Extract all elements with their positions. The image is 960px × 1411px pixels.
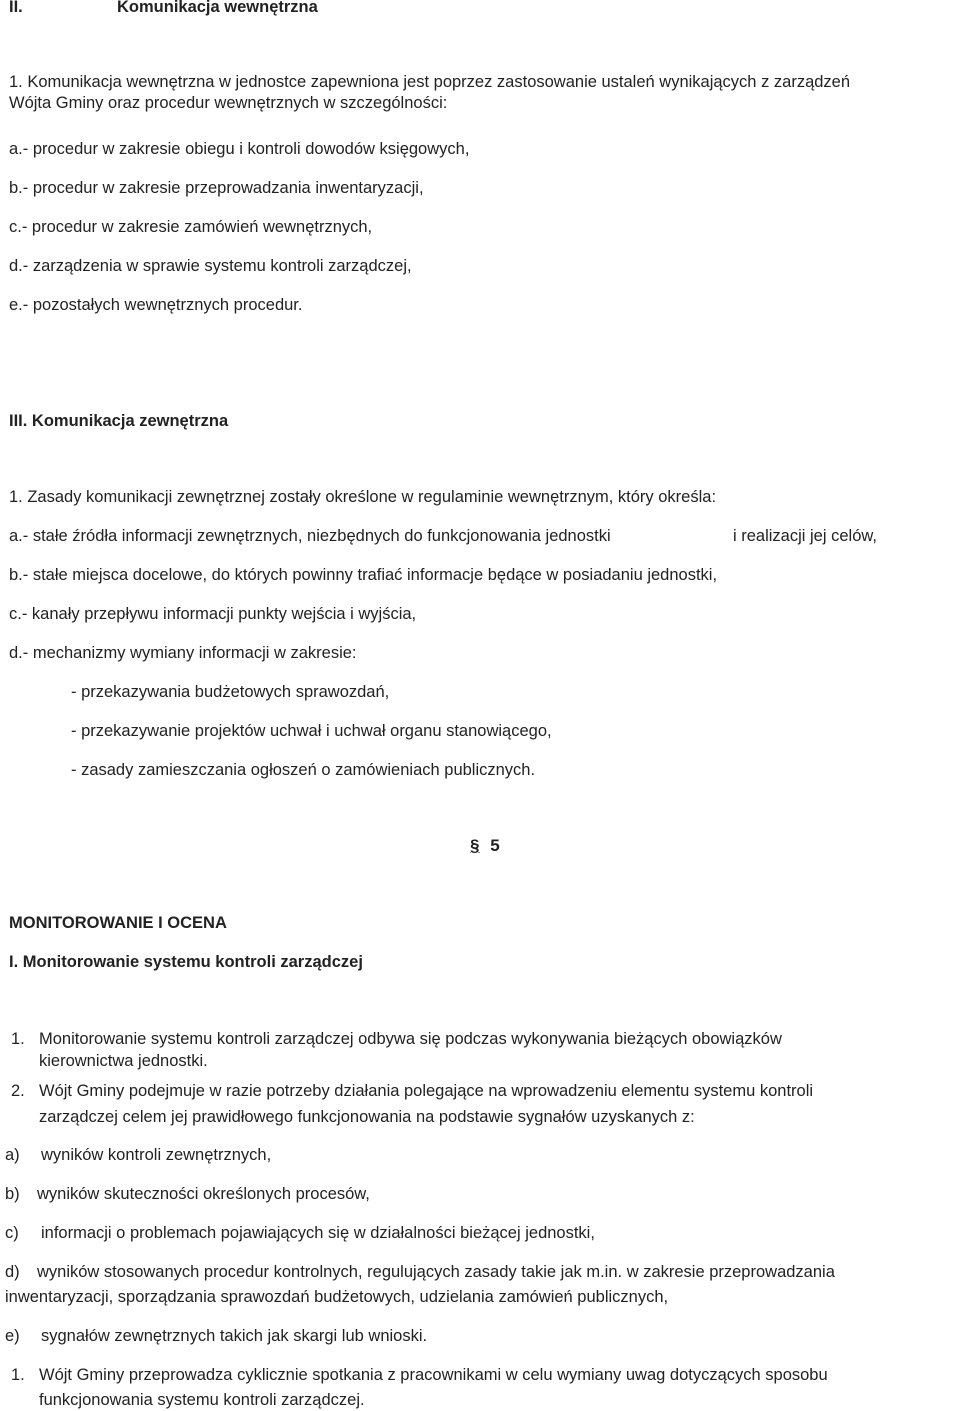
list-item: b.- stałe miejsca docelowe, do których powinny trafiać informacje będące w posiadaniu jednostki, xyxy=(9,566,718,584)
letter-item: informacji o problemach pojawiających się w działalności bieżącej jednostki, xyxy=(41,1224,595,1242)
paragraph-line: Wójta Gminy oraz procedur wewnętrznych w szczególności: xyxy=(9,94,448,112)
letter-item: wyników skuteczności określonych procesów, xyxy=(37,1185,370,1203)
section-title: III. Komunikacja zewnętrzna xyxy=(9,412,229,430)
list-item: a.- stałe źródła informacji zewnętrznych, niezbędnych do funkcjonowania jednostki xyxy=(9,527,611,545)
letter-label: c) xyxy=(5,1224,19,1242)
letter-label: e) xyxy=(5,1327,20,1345)
list-item: a.- procedur w zakresie obiegu i kontroli dowodów księgowych, xyxy=(9,140,470,158)
list-item: d.- mechanizmy wymiany informacji w zakresie: xyxy=(9,644,357,662)
section-sign: § xyxy=(470,836,480,855)
numbered-label: 1. xyxy=(11,1030,25,1048)
section-number: II. xyxy=(9,0,23,16)
list-item-continuation: i realizacji jej celów, xyxy=(733,527,877,545)
numbered-line: kierownictwa jednostki. xyxy=(39,1052,208,1070)
letter-item: sygnałów zewnętrznych takich jak skargi lub wnioski. xyxy=(41,1327,428,1345)
numbered-label: 2. xyxy=(11,1082,25,1100)
list-item: d.- zarządzenia w sprawie systemu kontroli zarządczej, xyxy=(9,257,412,275)
list-item: b.- procedur w zakresie przeprowadzania inwentaryzacji, xyxy=(9,179,424,197)
list-item: c.- procedur w zakresie zamówień wewnętrznych, xyxy=(9,218,373,236)
numbered-line: Wójt Gminy podejmuje w razie potrzeby działania polegające na wprowadzeniu elementu systemu kontroli xyxy=(39,1082,814,1100)
letter-item-continuation: inwentaryzacji, sporządzania sprawozdań budżetowych, udzielania zamówień publicznych, xyxy=(5,1288,669,1306)
numbered-line: Monitorowanie systemu kontroli zarządczej odbywa się podczas wykonywania bieżących obowiązków xyxy=(39,1030,782,1048)
list-item: e.- pozostałych wewnętrznych procedur. xyxy=(9,296,303,314)
numbered-label: 1. xyxy=(11,1366,25,1384)
chapter-heading: MONITOROWANIE I OCENA xyxy=(9,914,227,932)
letter-label: a) xyxy=(5,1146,20,1164)
letter-item: wyników kontroli zewnętrznych, xyxy=(41,1146,272,1164)
paragraph-line: 1. Komunikacja wewnętrzna w jednostce zapewniona jest poprzez zastosowanie ustaleń wynikających z zarządzeń xyxy=(9,73,851,91)
paragraph-number-value: 5 xyxy=(490,836,500,855)
list-item: c.- kanały przepływu informacji punkty wejścia i wyjścia, xyxy=(9,605,417,623)
sub-list-item: - zasady zamieszczania ogłoszeń o zamówieniach publicznych. xyxy=(71,761,536,779)
paragraph-line: 1. Zasady komunikacji zewnętrznej zostały określone w regulaminie wewnętrznym, który określa: xyxy=(9,488,717,506)
numbered-line: funkcjonowania systemu kontroli zarządczej. xyxy=(39,1391,365,1409)
letter-label: d) xyxy=(5,1263,20,1281)
letter-item: wyników stosowanych procedur kontrolnych, regulujących zasady takie jak m.in. w zakresie przeprowadzania xyxy=(37,1263,835,1281)
numbered-line: zarządczej celem jej prawidłowego funkcjonowania na podstawie sygnałów uzyskanych z: xyxy=(39,1108,695,1126)
paragraph-number xyxy=(470,835,500,857)
letter-label: b) xyxy=(5,1185,20,1203)
subheading: I. Monitorowanie systemu kontroli zarządczej xyxy=(9,953,363,971)
sub-list-item: - przekazywania budżetowych sprawozdań, xyxy=(71,683,390,701)
numbered-line: Wójt Gminy przeprowadza cyklicznie spotkania z pracownikami w celu wymiany uwag dotyczących sposobu xyxy=(39,1366,828,1384)
section-title: Komunikacja wewnętrzna xyxy=(117,0,318,16)
sub-list-item: - przekazywanie projektów uchwał i uchwał organu stanowiącego, xyxy=(71,722,552,740)
